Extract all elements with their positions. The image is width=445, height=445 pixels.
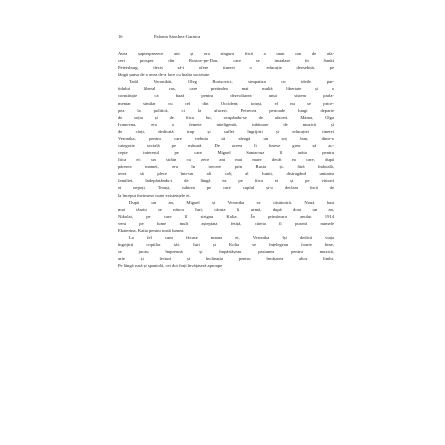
text-line: mai târziu se născu Iuri, căruia îi urmă, după doar un an, [118,206,334,212]
text-line: de soția și de fiica lui, ocupându-se de afaceri. Mama, Olga [118,114,334,120]
text-line: lângă șansa de a avea de-a face cu înalta societate. [118,72,211,78]
text-line: cepte interesul pe care Miguel Santacruz îl arăta pentru [118,150,334,156]
text-line: pea la politică, ci la afaceri. Petrecea perioade lungi departe [118,107,334,113]
text-line: arte și lecturi și înclinația pentru învățarea altor limbi. [118,256,334,262]
paragraph [118,50,334,78]
text-line: avea să plece într-un alt colț al lumii, distrugând unitatea [118,171,334,177]
text-line: Nikolai, pe care îl strigau Kolia. În primăvara anului 1914 [118,213,334,219]
text-line: la început învinsese toate existențele ei. [118,192,191,198]
text-line: Ivanovna, era o femeie inteligentă, iubitoare de muzică și [118,121,334,127]
text-line: Tatăl Veronikăi, Oleg Borisovici, simpatiza cu ideile par- [129,79,334,85]
page-header [118,31,334,43]
text-line: ceri prosper din Rostov-pe-Don, care se instalase în Sankt [118,58,334,64]
text-line: Veronika, pentru care trebuia să aleagă un soț bun, dintr-o [118,135,334,141]
text-line: tidului liberal rus, care pretindea mai multă libertate și o [118,86,334,92]
text-line: familiei, îndepărtându-i de lângă ea pe fiica ei și pe viitorii [118,178,334,184]
text-line: Ekaterina, Katia pentru toată lumea. [118,227,185,233]
body-text [118,50,334,269]
text-line: veni pe lume mult așteptata fetiță, căreia îi puseră numele [118,220,334,226]
text-line: Avea șaptesprezece ani și era singura fiică a unui om de afa- [118,51,334,56]
text-line: constituție ca bază pentru dezvoltarea unui sistem parla- [118,93,334,99]
paragraph [118,199,334,234]
text-line: După un an, Miguel și Veronika se căsătoriră. Nouă luni [129,199,334,205]
text-line: îngrijirii copiilor săi. Iuri și Kolia se înțelegeau foarte bine, [118,242,334,248]
text-line: Pe lângă rusă și spaniolă, cei doi frați învățaseră aproape [118,263,223,269]
page-number: 16 [118,34,123,39]
text-line: La fel cum făcuse mama ei, Veronika își dedică viața [129,235,334,241]
text-line: părerea mamei, era în trecere prin Rusia și, fără îndoială, [118,164,334,170]
text-line: fiica ei: un străin cu zece ani mai mare decât ea care, după [118,157,334,163]
text-line: de cărți, dedicată trup și suflet îngrijirii și educației tinerei [118,128,334,134]
paragraph [118,234,334,269]
text-line: se jucau împreună și împărtășeau pasiunea pentru muzică, [118,249,334,255]
text-line: Petersburg, decis să-i ofere tinerei o educație deosebită, pe [118,65,334,71]
text-line: categorie socială pe măsură. De aceea îi fusese greu să ac- [118,143,334,149]
text-line: mentar similar cu cel din Occident; totuși, el nu se price- [118,100,334,106]
text-line: ei nepoți. Totuși, iubirea pe care cuplul și-o declara încă de [118,185,334,191]
paragraph [118,78,334,198]
running-head: Paloma Sánchez-Garnica [154,34,201,39]
